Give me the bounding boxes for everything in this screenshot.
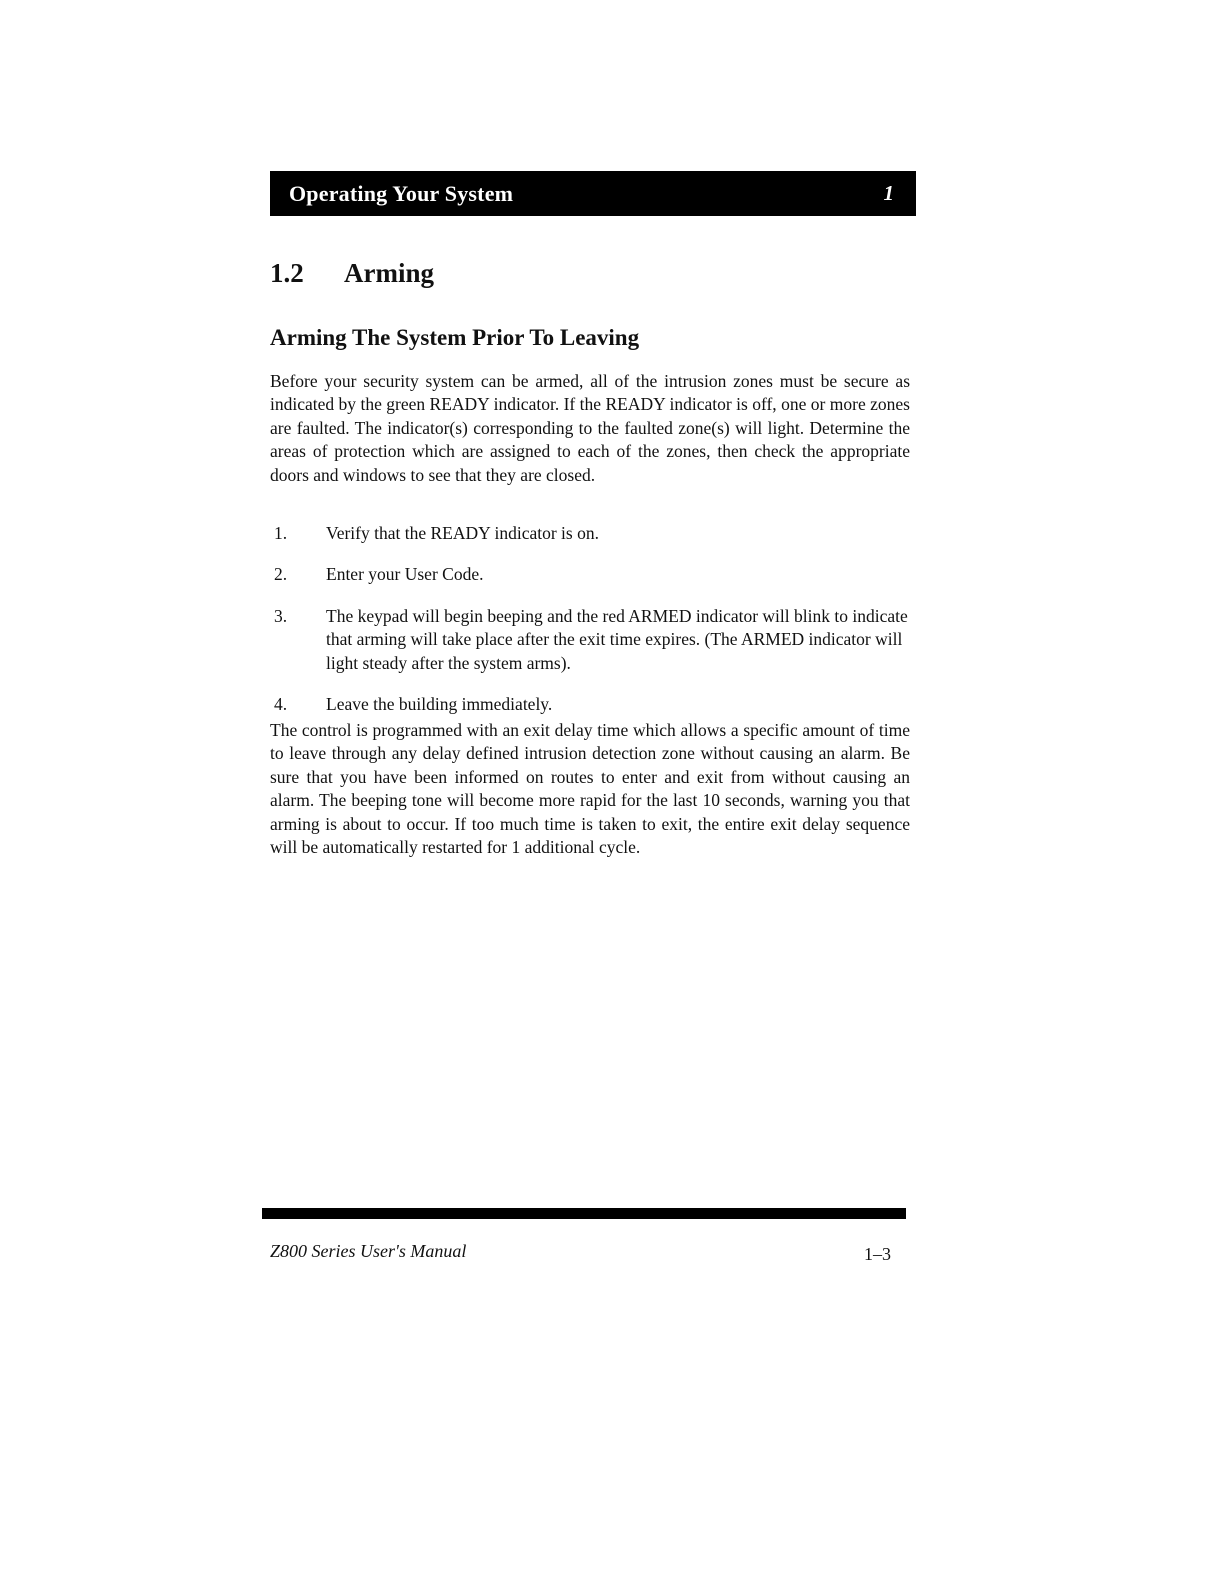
step-text: Leave the building immediately.: [326, 694, 553, 715]
manual-title: Z800 Series User's Manual: [270, 1241, 467, 1261]
subsection-heading: Arming The System Prior To Leaving: [270, 325, 640, 350]
section-title: Arming: [344, 258, 434, 288]
section-heading: [270, 258, 434, 289]
chapter-number: 1: [883, 181, 894, 205]
chapter-header-bar: [270, 171, 916, 216]
step-number: 4.: [274, 694, 288, 715]
step-text: Enter your User Code.: [326, 564, 484, 585]
page-number: 1–3: [864, 1244, 891, 1264]
step-number: 3.: [274, 605, 288, 626]
chapter-title: Operating Your System: [289, 180, 514, 206]
arming-steps-list: [270, 522, 910, 734]
step-number: 1.: [274, 523, 288, 543]
step-number: 2.: [274, 564, 288, 585]
intro-paragraph: Before your security system can be armed, all of the intrusion zones must be secure as indicated by the green READY indicator. If the READY indicator is off, one or more zones are faulted. The indicator(s) corresponding to the faulted zone(s) will light. Determine the areas of protection which are assigned to each of the zones, then check the appropriate doors and windows to see that they are closed.: [270, 371, 910, 485]
step-text: Verify that the READY indicator is on.: [326, 523, 599, 543]
list-item: [270, 522, 910, 545]
list-item: [270, 693, 910, 716]
exit-delay-paragraph: The control is programmed with an exit delay time which allows a specific amount of time to leave through any delay defined intrusion detection zone without causing an alarm. Be sure that you have been informed on routes to enter and exit from without causing an alarm. The beeping tone will become more rapid for the last 10 seconds, warning you that arming is about to occur. If too much time is taken to exit, the entire exit delay sequence will be automatically restarted for 1 additional cycle.: [270, 720, 910, 858]
step-text: The keypad will begin beeping and the red ARMED indicator will blink to indicate that arming will take place after the exit time expires. (The ARMED indicator will light steady after the system arms).: [326, 605, 908, 673]
list-item: [270, 563, 910, 586]
section-number: 1.2: [270, 258, 304, 288]
list-item: [270, 605, 910, 675]
footer-divider: [262, 1208, 906, 1219]
